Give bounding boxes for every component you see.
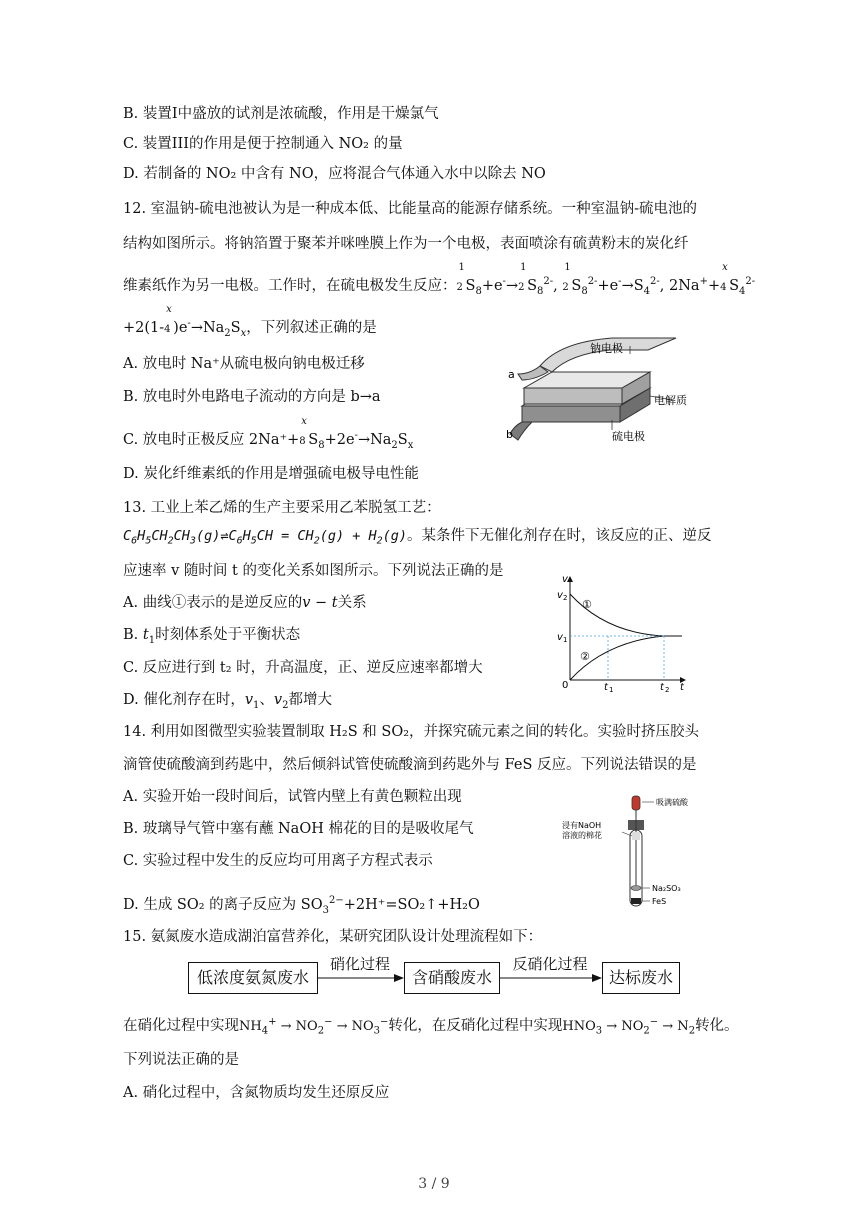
- q12-equation-2: +2(1- x 4 )$e^-\to Na_2S_x$: [123, 304, 247, 339]
- q11-option-b: B. 装置I中盛放的试剂是浓硫酸，作用是干燥氯气: [123, 106, 439, 122]
- q13-option-b-math: t: [142, 627, 149, 643]
- label-t1: t: [604, 682, 608, 692]
- label-fes: FeS: [652, 897, 667, 906]
- q13-option-b-label: B.: [123, 627, 143, 643]
- q12-stem-line1: 12. 室温钠-硫电池被认为是一种成本低、比能量高的能源存储系统。一种室温钠-硫电池的: [123, 201, 697, 217]
- q13-option-a: [123, 593, 367, 613]
- q13-equation: $C_6H_5CH_2CH_3(g)\rightleftharpoons C_6H_5CH = CH_2(g) + H_2(g)$: [123, 528, 408, 547]
- label-dropper: 吸满硫酸: [656, 798, 688, 807]
- page-number: 3 / 9: [418, 1176, 450, 1192]
- q15-option-a: A. 硝化过程中，含氮物质均发生还原反应: [123, 1085, 390, 1101]
- lead-b: [510, 422, 532, 440]
- q13-option-a-suffix: 关系: [337, 595, 367, 611]
- label-v2: v: [557, 590, 563, 601]
- q12-option-a: A. 放电时 Na⁺从硫电极向钠电极迁移: [123, 356, 365, 372]
- label-na2so3: Na₂SO₃: [652, 884, 681, 893]
- q13-option-a-math: v − t: [302, 595, 338, 611]
- q12-stem-line2: 结构如图所示。将钠箔置于聚苯并咪唑膜上作为一个电极，表面喷涂有硫黄粉末的炭化纤: [123, 236, 689, 252]
- axis-v: v: [562, 574, 568, 585]
- q15-stem-line1: 15. 氨氮废水造成湖泊富营养化，某研究团队设计处理流程如下：: [123, 929, 543, 945]
- label-a: a: [508, 368, 515, 381]
- q12-option-b: B. 放电时外电路电子流动的方向是 b→a: [123, 389, 381, 405]
- q15-line2-b: 转化，在反硝化过程中实现: [388, 1018, 563, 1034]
- label-t2: t: [660, 682, 664, 692]
- q14-stem-line2: 滴管使硫酸滴到药匙中，然后倾斜试管使硫酸滴到药匙外与 FeS 反应。下列说法错误的是: [123, 757, 697, 773]
- q14-option-d-text: D. 生成 SO₂ 的离子反应为 SO: [123, 897, 323, 913]
- flow-box-2: 含硝酸废水: [404, 962, 500, 994]
- flow-box-3: 达标废水: [602, 962, 680, 994]
- spoon: [631, 886, 641, 891]
- q13-option-d: D. 催化剂存在时，$v_1$、$v_2$都增大: [123, 692, 332, 711]
- q15-stem-line3: 下列说法正确的是: [123, 1052, 239, 1068]
- q13-option-d-math2: v: [273, 692, 283, 708]
- q15-stem-line2: [123, 1016, 739, 1037]
- label-electrolyte: 电解质: [654, 394, 687, 407]
- flow-arrow-label-2: 反硝化过程: [512, 955, 588, 973]
- dropper-bulb: [632, 796, 640, 810]
- label-v2-sub: 2: [563, 594, 568, 602]
- q13-option-a-text: A. 曲线①表示的是逆反应的: [123, 595, 303, 611]
- q14-option-a: A. 实验开始一段时间后，试管内壁上有黄色颗粒出现: [123, 789, 462, 805]
- q12-stem-line3-text: 维素纸作为另一电极。工作时，在硫电极发生反应：: [123, 278, 457, 294]
- q13-option-b-text: 时刻体系处于平衡状态: [155, 627, 301, 643]
- q13-stem-line3: 应速率 v 随时间 t 的变化关系如图所示。下列说法正确的是: [123, 563, 504, 579]
- label-cotton-2: 溶液的棉花: [562, 831, 602, 840]
- q12-battery-figure: [500, 336, 700, 456]
- q15-denitrification-eq: $HNO_3 \to NO_2^- \to N_2$: [562, 1016, 696, 1037]
- q12-equation-1: 1 2 $S_8+e^-\to$ 1 2 $S_8^{2-}$, 1 2 $S_8^{2-}+e^-\to S_4^{2-}$, 2Na++ x 4 $S_4^{2-}$: [456, 262, 756, 297]
- q14-option-b: B. 玻璃导气管中塞有蘸 NaOH 棉花的目的是吸收尾气: [123, 821, 474, 837]
- q13-stem-line1: 13. 工业上苯乙烯的生产主要采用乙苯脱氢工艺：: [123, 500, 441, 516]
- q14-apparatus-figure: [562, 792, 722, 914]
- q13-stem-line2-text: 。某条件下无催化剂存在时，该反应的正、逆反: [407, 528, 712, 544]
- q11-option-c: C. 装置III的作用是便于控制通入 NO₂ 的量: [123, 136, 403, 152]
- flow-arrow-1: [318, 972, 404, 984]
- q14-option-d: D. 生成 SO₂ 的离子反应为 $SO_3^{2-}+2H^+=SO_2↑+H_2O$: [123, 895, 480, 916]
- label-cotton-1: 浸有NaOH: [562, 821, 602, 830]
- q12-option-c-text: C. 放电时正极反应 2Na⁺+: [123, 432, 300, 448]
- flow-arrow-label-1: 硝化过程: [329, 955, 390, 973]
- q13-option-d-math: v: [244, 692, 254, 708]
- q12-option-c-eq: x 8 $S_8+2e^-\to Na_2S_x$: [299, 416, 414, 451]
- fes-solid: [631, 898, 641, 904]
- q14-option-d-suffix: +2H⁺=SO₂↑+H₂O: [343, 897, 480, 913]
- label-v1-sub: 1: [563, 636, 568, 644]
- label-v1: v: [557, 632, 563, 643]
- q11-option-d: D. 若制备的 NO₂ 中含有 NO，应将混合气体通入水中以除去 NO: [123, 166, 546, 182]
- origin: 0: [562, 680, 569, 691]
- q13-option-b: B. $t_1$时刻体系处于平衡状态: [123, 627, 301, 646]
- q14-option-c: C. 实验过程中发生的反应均可用离子方程式表示: [123, 853, 433, 869]
- flow-box-1: 低浓度氨氮废水: [188, 962, 318, 994]
- q13-option-c: C. 反应进行到 t₂ 时，升高温度，正、逆反应速率都增大: [123, 660, 483, 676]
- label-sulfur-electrode: 硫电极: [612, 430, 645, 443]
- q15-nitrification-eq: $NH_4^+ \to NO_2^- \to NO_3^-$: [239, 1016, 389, 1037]
- label-t1-sub: 1: [609, 686, 614, 692]
- q13-stem-line2: [123, 526, 712, 546]
- q12-stem-line4: [123, 304, 377, 340]
- q15-line2-a: 在硝化过程中实现: [123, 1018, 239, 1034]
- label-b: b: [506, 428, 513, 441]
- q13-option-d-text: D. 催化剂存在时，: [123, 692, 245, 708]
- q12-option-c: [123, 416, 414, 452]
- curve-1-label: ①: [582, 598, 592, 611]
- q14-stem-line1: 14. 利用如图微型实验装置制取 H₂S 和 SO₂，并探究硫元素之间的转化。实验时挤压胶头: [123, 724, 700, 740]
- label-t2-sub: 2: [665, 686, 670, 692]
- q13-rate-graph: [552, 572, 692, 692]
- cotton: [632, 832, 640, 840]
- axis-t: t: [680, 682, 684, 692]
- q12-option-d: D. 炭化纤维素纸的作用是增强硫电极导电性能: [123, 466, 419, 482]
- q12-stem-line3: [123, 262, 756, 298]
- q12-stem-line4-text: ，下列叙述正确的是: [246, 320, 377, 336]
- q13-option-d-suffix: 都增大: [288, 692, 332, 708]
- q15-line2-c: 转化。: [695, 1018, 739, 1034]
- curve-2-label: ②: [580, 650, 590, 663]
- sulfur-electrode-front: [522, 406, 620, 422]
- label-sodium-electrode: 钠电极: [590, 342, 623, 355]
- electrolyte-front: [524, 388, 622, 404]
- flow-arrow-2: [500, 972, 602, 984]
